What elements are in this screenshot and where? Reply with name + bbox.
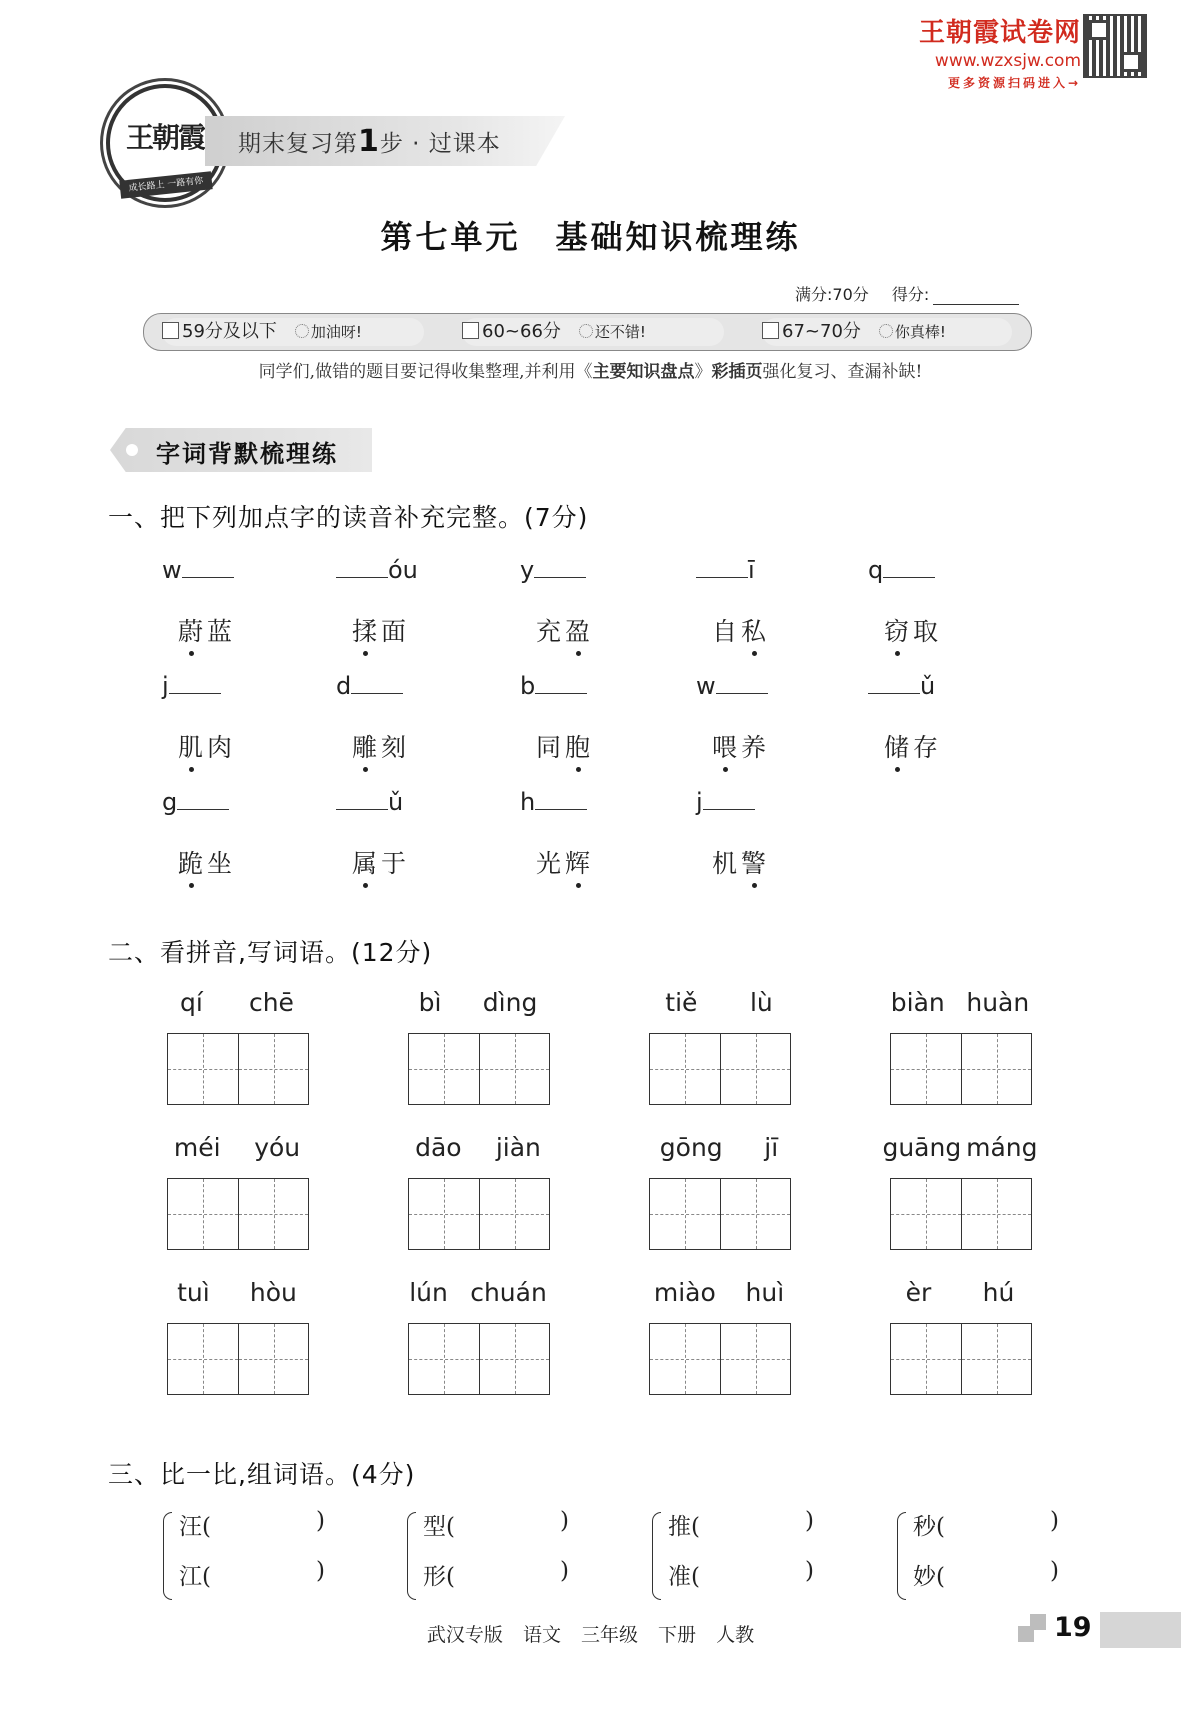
score-label: 得分: — [891, 285, 930, 304]
answer-line[interactable] — [336, 787, 388, 810]
brand-url[interactable]: www.wzxsjw.com — [934, 51, 1081, 71]
compare-character[interactable]: 形( — [423, 1564, 455, 1590]
dotted-character: 蔚 — [178, 617, 208, 646]
grid-cell[interactable] — [479, 1179, 549, 1249]
smile-icon — [879, 324, 893, 338]
character: 肉 — [207, 733, 237, 762]
pinyin-blank — [336, 671, 403, 700]
word — [536, 844, 594, 880]
pinyin-blank — [868, 555, 935, 584]
compare-character[interactable]: 推( — [668, 1514, 700, 1540]
compare-character[interactable]: 妙( — [913, 1564, 945, 1590]
score-levels-bar — [143, 313, 1032, 351]
section-tag-text: 字词背默梳理练 — [156, 440, 338, 468]
note-bold1: 主要知识盘点 — [592, 362, 695, 382]
question-3-title: 三、比一比,组词语。(4分) — [108, 1460, 416, 1489]
pinyin-blank — [162, 787, 229, 816]
dotted-character: 私 — [741, 617, 771, 646]
writing-grid[interactable] — [167, 1033, 309, 1105]
pinyin-blank — [868, 671, 935, 700]
compare-pair — [407, 1508, 577, 1604]
answer-line[interactable] — [716, 671, 768, 694]
pinyin-syllable: hòu — [249, 1278, 297, 1307]
grid-cell[interactable] — [961, 1324, 1031, 1394]
level-2-encourage: 还不错! — [594, 323, 646, 341]
page-title: 第七单元 基础知识梳理练 — [380, 218, 801, 256]
banner-prefix: 期末复习第 — [238, 131, 358, 157]
pinyin-syllable: lún — [409, 1278, 448, 1307]
close-paren: ) — [1050, 1508, 1059, 1534]
pinyin-syllable: máng — [966, 1133, 1038, 1162]
brand-slogan: 更多资源扫码进入→ — [947, 76, 1081, 90]
answer-line[interactable] — [883, 555, 935, 578]
character: 于 — [381, 849, 411, 878]
question-2-title: 二、看拼音,写词语。(12分) — [108, 938, 433, 967]
word — [178, 844, 236, 880]
pinyin-prefix: y — [520, 556, 535, 584]
page-bar — [1100, 1612, 1181, 1648]
answer-line[interactable] — [169, 671, 221, 694]
pinyin-suffix: ǔ — [920, 672, 936, 700]
answer-line[interactable] — [336, 555, 388, 578]
grid-cell[interactable] — [168, 1179, 238, 1249]
grid-cell[interactable] — [238, 1179, 308, 1249]
grid-cell[interactable] — [720, 1324, 790, 1394]
level-1-checkbox[interactable] — [162, 322, 179, 339]
pinyin-prefix: q — [868, 556, 884, 584]
brand-block — [919, 12, 1081, 91]
close-paren: ) — [1050, 1558, 1059, 1584]
dotted-character: 警 — [741, 849, 771, 878]
answer-line[interactable] — [696, 555, 748, 578]
compare-pair — [897, 1508, 1067, 1604]
level-3 — [762, 318, 1012, 346]
pinyin-syllable: hú — [982, 1278, 1015, 1307]
answer-line[interactable] — [535, 787, 587, 810]
pinyin-syllable: tuì — [177, 1278, 210, 1307]
character: 养 — [741, 733, 771, 762]
pinyin-prompt — [880, 988, 1040, 1017]
pinyin-prefix: b — [520, 672, 536, 700]
dotted-character: 盈 — [565, 617, 595, 646]
pinyin-prompt — [157, 988, 317, 1017]
answer-line[interactable] — [182, 555, 234, 578]
dot-icon — [126, 444, 138, 456]
dotted-character: 辉 — [565, 849, 595, 878]
pinyin-prompt — [398, 1278, 558, 1307]
pinyin-syllable: chuán — [470, 1278, 547, 1307]
pinyin-syllable: miào — [653, 1278, 716, 1307]
answer-line[interactable] — [534, 555, 586, 578]
brace-icon — [163, 1512, 172, 1600]
word — [352, 844, 410, 880]
word — [536, 728, 594, 764]
pinyin-prompt — [639, 1133, 799, 1162]
answer-line[interactable] — [177, 787, 229, 810]
word — [536, 612, 594, 648]
full-score: 满分:70分 — [795, 285, 869, 304]
grid-cell[interactable] — [891, 1034, 961, 1104]
logo-ribbon: 成长路上 一路有你 — [119, 171, 212, 199]
smile-icon — [579, 324, 593, 338]
close-paren: ) — [805, 1558, 814, 1584]
dotted-character: 胞 — [565, 733, 595, 762]
level-1-encourage: 加油呀! — [310, 323, 362, 341]
level-3-checkbox[interactable] — [762, 322, 779, 339]
page-corner-icon — [1018, 1614, 1046, 1642]
pinyin-syllable: jiàn — [495, 1133, 541, 1162]
brand-name: 王朝霞试卷网 — [918, 18, 1081, 48]
pinyin-syllable: dāo — [415, 1133, 462, 1162]
pinyin-suffix: óu — [388, 556, 418, 584]
pinyin-syllable: dìng — [482, 988, 538, 1017]
pinyin-prefix: j — [696, 788, 703, 816]
level-2-checkbox[interactable] — [462, 322, 479, 339]
grid-cell[interactable] — [650, 1179, 720, 1249]
dotted-character: 跪 — [178, 849, 208, 878]
grid-cell[interactable] — [409, 1324, 479, 1394]
pinyin-syllable: lù — [749, 988, 773, 1017]
pinyin-blank — [520, 555, 586, 584]
level-1 — [162, 318, 424, 346]
writing-grid[interactable] — [408, 1178, 550, 1250]
word — [178, 728, 236, 764]
grid-cell[interactable] — [479, 1324, 549, 1394]
instruction-note — [0, 357, 1181, 382]
pinyin-prompt — [880, 1278, 1040, 1307]
pinyin-syllable: méi — [173, 1133, 221, 1162]
compare-character[interactable]: 型( — [423, 1514, 455, 1540]
answer-line[interactable] — [351, 671, 403, 694]
pinyin-blank — [696, 671, 768, 700]
level-2 — [462, 318, 724, 346]
compare-character[interactable]: 汪( — [179, 1514, 211, 1540]
answer-line[interactable] — [535, 671, 587, 694]
word — [352, 728, 410, 764]
pinyin-syllable: yóu — [254, 1133, 301, 1162]
pinyin-prefix: w — [696, 672, 716, 700]
close-paren: ) — [805, 1508, 814, 1534]
pinyin-blank — [696, 787, 755, 816]
compare-pair — [163, 1508, 333, 1604]
close-paren: ) — [560, 1508, 569, 1534]
word — [884, 728, 942, 764]
answer-line[interactable] — [703, 787, 755, 810]
pinyin-prompt — [639, 988, 799, 1017]
pinyin-prompt — [157, 1133, 317, 1162]
writing-grid[interactable] — [167, 1178, 309, 1250]
level-3-encourage: 你真棒! — [894, 323, 946, 341]
dotted-character: 雕 — [352, 733, 382, 762]
level-2-range: 60~66分 — [482, 321, 561, 342]
writing-grid[interactable] — [649, 1323, 791, 1395]
pinyin-prompt — [398, 1133, 558, 1162]
pinyin-blank — [520, 787, 587, 816]
smile-icon — [295, 324, 309, 338]
pinyin-suffix: ǔ — [388, 788, 404, 816]
banner-suffix: 步 · 过课本 — [379, 131, 501, 157]
level-1-range: 59分及以下 — [182, 321, 277, 342]
pinyin-prefix: j — [162, 672, 169, 700]
pinyin-blank — [162, 671, 221, 700]
compare-character[interactable]: 秒( — [913, 1514, 945, 1540]
pinyin-syllable: biàn — [890, 988, 945, 1017]
grid-cell[interactable] — [238, 1034, 308, 1104]
question-1-title: 一、把下列加点字的读音补充完整。(7分) — [108, 503, 589, 532]
character: 面 — [381, 617, 411, 646]
answer-line[interactable] — [868, 671, 920, 694]
grid-cell[interactable] — [168, 1034, 238, 1104]
dotted-character: 储 — [884, 733, 914, 762]
compare-character[interactable]: 准( — [668, 1564, 700, 1590]
pinyin-prefix: g — [162, 788, 178, 816]
pinyin-blank — [162, 555, 234, 584]
pinyin-syllable: tiě — [665, 988, 698, 1017]
pinyin-suffix: ī — [748, 556, 755, 584]
pinyin-syllable: huàn — [966, 988, 1030, 1017]
page-number: 19 — [1054, 1612, 1092, 1643]
compare-pair — [652, 1508, 822, 1604]
pinyin-prompt — [157, 1278, 317, 1307]
pinyin-prefix: w — [162, 556, 182, 584]
grid-cell[interactable] — [650, 1034, 720, 1104]
word — [178, 612, 236, 648]
note-pre: 同学们,做错的题目要记得收集整理,并利用《 — [258, 362, 593, 382]
grid-cell[interactable] — [891, 1324, 961, 1394]
pinyin-prompt — [880, 1133, 1040, 1162]
dotted-character: 揉 — [352, 617, 382, 646]
pinyin-syllable: qí — [180, 988, 203, 1017]
pinyin-syllable: huì — [745, 1278, 785, 1307]
writing-grid[interactable] — [408, 1033, 550, 1105]
pinyin-prefix: h — [520, 788, 536, 816]
word — [352, 612, 410, 648]
grid-cell[interactable] — [720, 1034, 790, 1104]
dotted-character: 肌 — [178, 733, 208, 762]
score-blank[interactable] — [933, 304, 1019, 305]
character: 刻 — [381, 733, 411, 762]
word — [884, 612, 942, 648]
pinyin-prefix: d — [336, 672, 352, 700]
brace-icon — [897, 1512, 906, 1600]
note-bold2: 彩插页 — [711, 362, 763, 382]
grid-cell[interactable] — [409, 1034, 479, 1104]
grid-cell[interactable] — [891, 1179, 961, 1249]
grid-cell[interactable] — [650, 1324, 720, 1394]
grid-cell[interactable] — [720, 1179, 790, 1249]
grid-cell[interactable] — [168, 1324, 238, 1394]
grid-cell[interactable] — [961, 1034, 1031, 1104]
dotted-character: 窃 — [884, 617, 914, 646]
character: 存 — [913, 733, 943, 762]
writing-grid[interactable] — [167, 1323, 309, 1395]
character: 机 — [712, 849, 742, 878]
pinyin-blank — [520, 671, 587, 700]
character: 充 — [536, 617, 566, 646]
banner-step: 1 — [358, 124, 380, 159]
word — [712, 728, 770, 764]
logo-text: 王朝霞 — [125, 121, 204, 154]
pinyin-syllable: èr — [905, 1278, 932, 1307]
score-line — [795, 282, 1019, 305]
level-3-range: 67~70分 — [782, 321, 861, 342]
brace-icon — [407, 1512, 416, 1600]
close-paren: ) — [316, 1508, 325, 1534]
dotted-character: 属 — [352, 849, 382, 878]
character: 蓝 — [207, 617, 237, 646]
pinyin-prompt — [639, 1278, 799, 1307]
grid-cell[interactable] — [238, 1324, 308, 1394]
writing-grid[interactable] — [890, 1323, 1032, 1395]
pinyin-blank — [336, 555, 418, 584]
writing-grid[interactable] — [890, 1033, 1032, 1105]
note-mid: 》 — [694, 362, 712, 382]
character: 同 — [536, 733, 566, 762]
character: 光 — [536, 849, 566, 878]
word — [712, 844, 770, 880]
step-banner-text — [238, 124, 501, 159]
pinyin-prompt — [398, 988, 558, 1017]
footer-edition: 武汉专版 语文 三年级 下册 人教 — [426, 1624, 755, 1646]
dotted-character: 喂 — [712, 733, 742, 762]
close-paren: ) — [560, 1558, 569, 1584]
close-paren: ) — [316, 1558, 325, 1584]
character: 自 — [712, 617, 742, 646]
writing-grid[interactable] — [408, 1323, 550, 1395]
pinyin-syllable: gōng — [659, 1133, 723, 1162]
pinyin-syllable: chē — [248, 988, 294, 1017]
qr-code-icon[interactable] — [1083, 14, 1147, 78]
character: 坐 — [207, 849, 237, 878]
pinyin-blank — [336, 787, 403, 816]
grid-cell[interactable] — [409, 1179, 479, 1249]
pinyin-syllable: jī — [764, 1133, 779, 1162]
compare-character[interactable]: 江( — [179, 1564, 211, 1590]
character: 取 — [913, 617, 943, 646]
word — [712, 612, 770, 648]
pinyin-syllable: bì — [418, 988, 442, 1017]
pinyin-blank — [696, 555, 755, 584]
writing-grid[interactable] — [649, 1178, 791, 1250]
grid-cell[interactable] — [479, 1034, 549, 1104]
writing-grid[interactable] — [649, 1033, 791, 1105]
grid-cell[interactable] — [961, 1179, 1031, 1249]
brace-icon — [652, 1512, 661, 1600]
writing-grid[interactable] — [890, 1178, 1032, 1250]
note-post: 强化复习、查漏补缺! — [762, 362, 923, 382]
pinyin-syllable: guāng — [882, 1133, 962, 1162]
